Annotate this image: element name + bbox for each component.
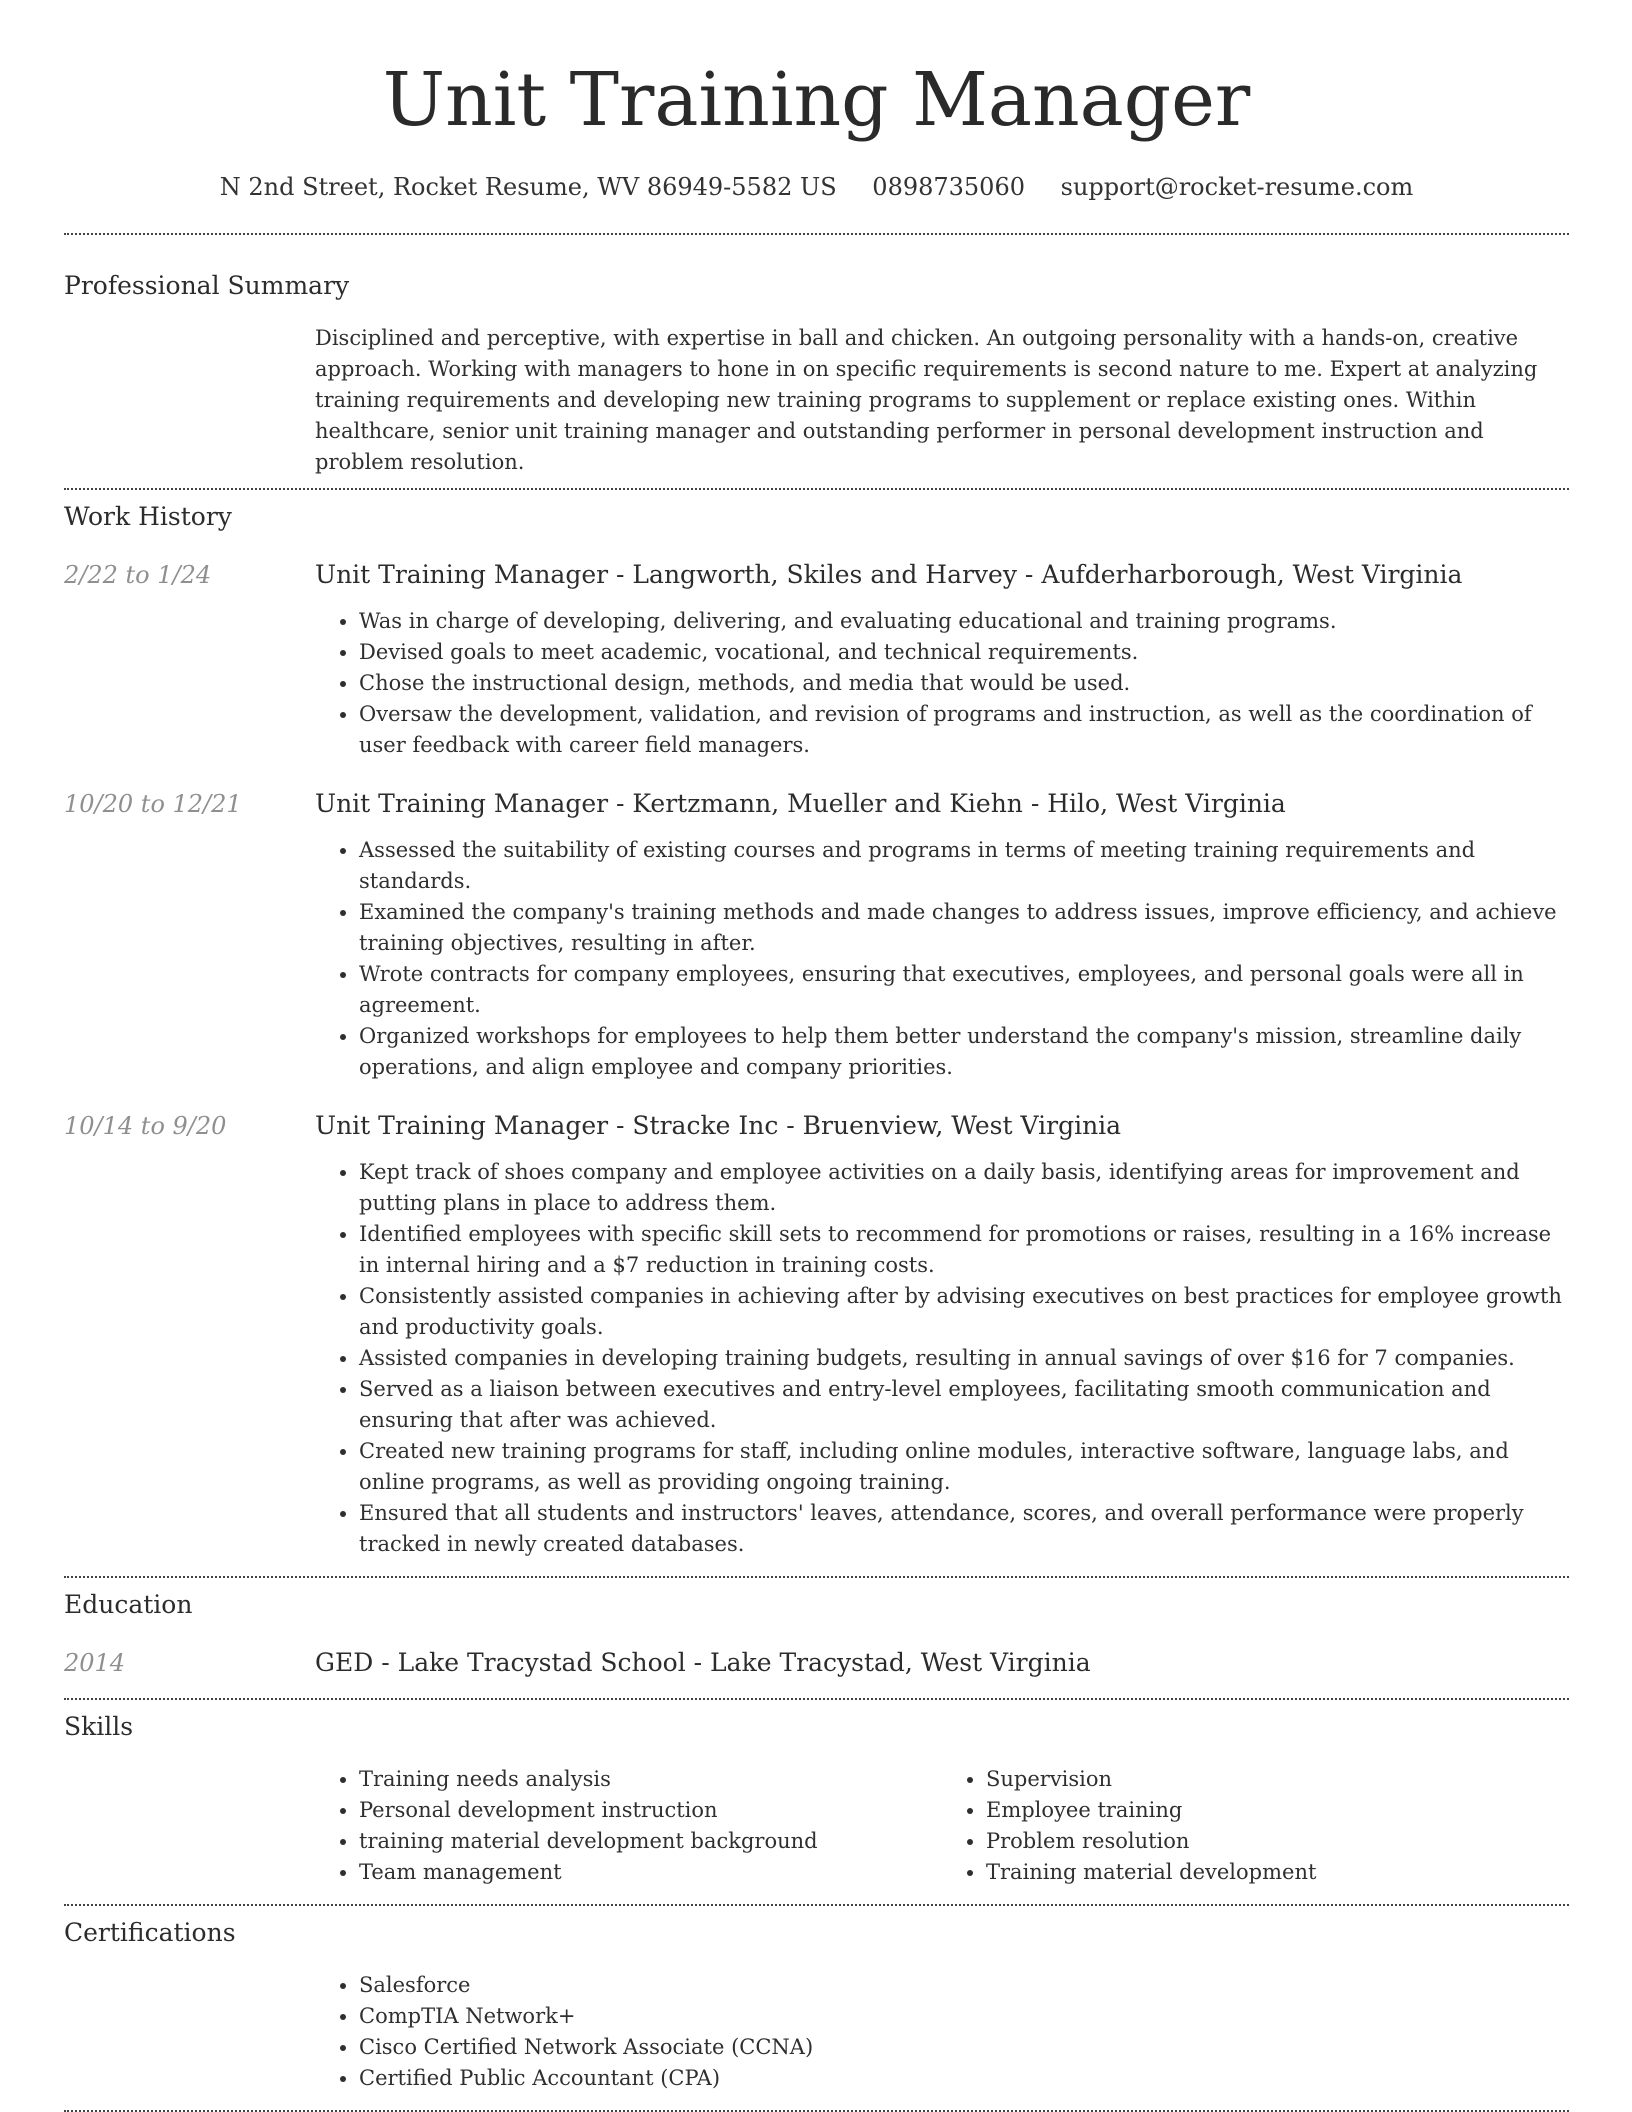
job-bullets xyxy=(315,1157,1569,1560)
list-item: • Served as a liaison between executives and entry-level employees, facilitating smooth communication and ensuring that after was achieved. xyxy=(359,1374,1569,1436)
contact-email: support@rocket-resume.com xyxy=(1060,173,1414,201)
certifications-title: Certifications xyxy=(64,1918,236,1947)
summary-text: Disciplined and perceptive, with expertise in ball and chicken. An outgoing personality with a hands-on, creative approach. Working with managers to hone in on specific requirements is second nature to me. Expert at analyzing training requirements and developing new training programs to supplement or replace existing ones. Within healthcare, senior unit training manager and outstanding performer in personal development instruction and problem resolution. xyxy=(315,326,1538,474)
list-item: • Ensured that all students and instructors' leaves, attendance, scores, and overall performance were properly tracked in newly created databases. xyxy=(359,1498,1569,1560)
list-item: • Employee training xyxy=(986,1795,1569,1826)
list-item: • Training material development xyxy=(986,1857,1569,1888)
contact-line xyxy=(64,170,1569,204)
list-item: • Consistently assisted companies in achieving after by advising executives on best practices for employee growth and productivity goals. xyxy=(359,1281,1569,1343)
list-item: • Was in charge of developing, delivering, and evaluating educational and training programs. xyxy=(359,606,1569,637)
summary-body xyxy=(315,323,1569,478)
skills-title: Skills xyxy=(64,1712,134,1741)
list-item: • Devised goals to meet academic, vocational, and technical requirements. xyxy=(359,637,1569,668)
section-divider xyxy=(64,233,1569,235)
skills-list-right xyxy=(942,1764,1569,1888)
job-heading: Unit Training Manager - Kertzmann, Mueller and Kiehn - Hilo, West Virginia xyxy=(315,789,1286,818)
list-item: • Assisted companies in developing training budgets, resulting in annual savings of over $16 for 7 companies. xyxy=(359,1343,1569,1374)
list-item: • Salesforce xyxy=(359,1970,1569,2001)
work-history-title: Work History xyxy=(64,502,232,531)
resume-page xyxy=(64,0,1569,2112)
skills-list-left xyxy=(315,1764,942,1888)
list-item: • Supervision xyxy=(986,1764,1569,1795)
list-item: • Training needs analysis xyxy=(359,1764,942,1795)
education-title: Education xyxy=(64,1590,193,1619)
job-heading: Unit Training Manager - Langworth, Skiles and Harvey - Aufderharborough, West Virginia xyxy=(315,560,1463,589)
list-item: • Organized workshops for employees to help them better understand the company's mission, streamline daily operations, and align employee and company priorities. xyxy=(359,1021,1569,1083)
job-bullets xyxy=(315,835,1569,1083)
list-item: • Examined the company's training methods and made changes to address issues, improve efficiency, and achieve training objectives, resulting in after. xyxy=(359,897,1569,959)
job-entry xyxy=(64,558,1569,592)
list-item: • Personal development instruction xyxy=(359,1795,942,1826)
list-item: • Cisco Certified Network Associate (CCNA) xyxy=(359,2032,1569,2063)
job-dates: 10/14 to 9/20 xyxy=(64,1112,227,1140)
resume-name: Unit Training Manager xyxy=(382,57,1251,143)
skills-body xyxy=(315,1764,1569,1888)
summary-title: Professional Summary xyxy=(64,271,350,300)
list-item: • Chose the instructional design, methods, and media that would be used. xyxy=(359,668,1569,699)
certifications-body xyxy=(315,1970,1569,2094)
list-item: • Certified Public Accountant (CPA) xyxy=(359,2063,1569,2094)
contact-address: N 2nd Street, Rocket Resume, WV 86949-5582 US xyxy=(219,173,837,201)
list-item: • Wrote contracts for company employees, ensuring that executives, employees, and personal goals were all in agreement. xyxy=(359,959,1569,1021)
section-divider xyxy=(64,1904,1569,1906)
job-bullets xyxy=(315,606,1569,761)
job-dates: 10/20 to 12/21 xyxy=(64,790,242,818)
section-divider xyxy=(64,488,1569,490)
list-item: • Created new training programs for staff, including online modules, interactive software, language labs, and online programs, as well as providing ongoing training. xyxy=(359,1436,1569,1498)
section-divider xyxy=(64,1698,1569,1700)
education-dates: 2014 xyxy=(64,1649,126,1677)
list-item: • Kept track of shoes company and employee activities on a daily basis, identifying areas for improvement and putting plans in place to address them. xyxy=(359,1157,1569,1219)
education-entry xyxy=(64,1646,1569,1680)
list-item: • Oversaw the development, validation, and revision of programs and instruction, as well as the coordination of user feedback with career field managers. xyxy=(359,699,1569,761)
section-divider xyxy=(64,1576,1569,1578)
job-entry xyxy=(64,787,1569,821)
job-heading: Unit Training Manager - Stracke Inc - Bruenview, West Virginia xyxy=(315,1111,1122,1140)
job-entry xyxy=(64,1109,1569,1143)
job-dates: 2/22 to 1/24 xyxy=(64,561,212,589)
list-item: • training material development background xyxy=(359,1826,942,1857)
list-item: • CompTIA Network+ xyxy=(359,2001,1569,2032)
list-item: • Identified employees with specific skill sets to recommend for promotions or raises, resulting in a 16% increase in internal hiring and a $7 reduction in training costs. xyxy=(359,1219,1569,1281)
list-item: • Assessed the suitability of existing courses and programs in terms of meeting training requirements and standards. xyxy=(359,835,1569,897)
list-item: • Problem resolution xyxy=(986,1826,1569,1857)
list-item: • Team management xyxy=(359,1857,942,1888)
education-heading: GED - Lake Tracystad School - Lake Tracystad, West Virginia xyxy=(315,1648,1091,1677)
contact-phone: 0898735060 xyxy=(872,173,1025,201)
